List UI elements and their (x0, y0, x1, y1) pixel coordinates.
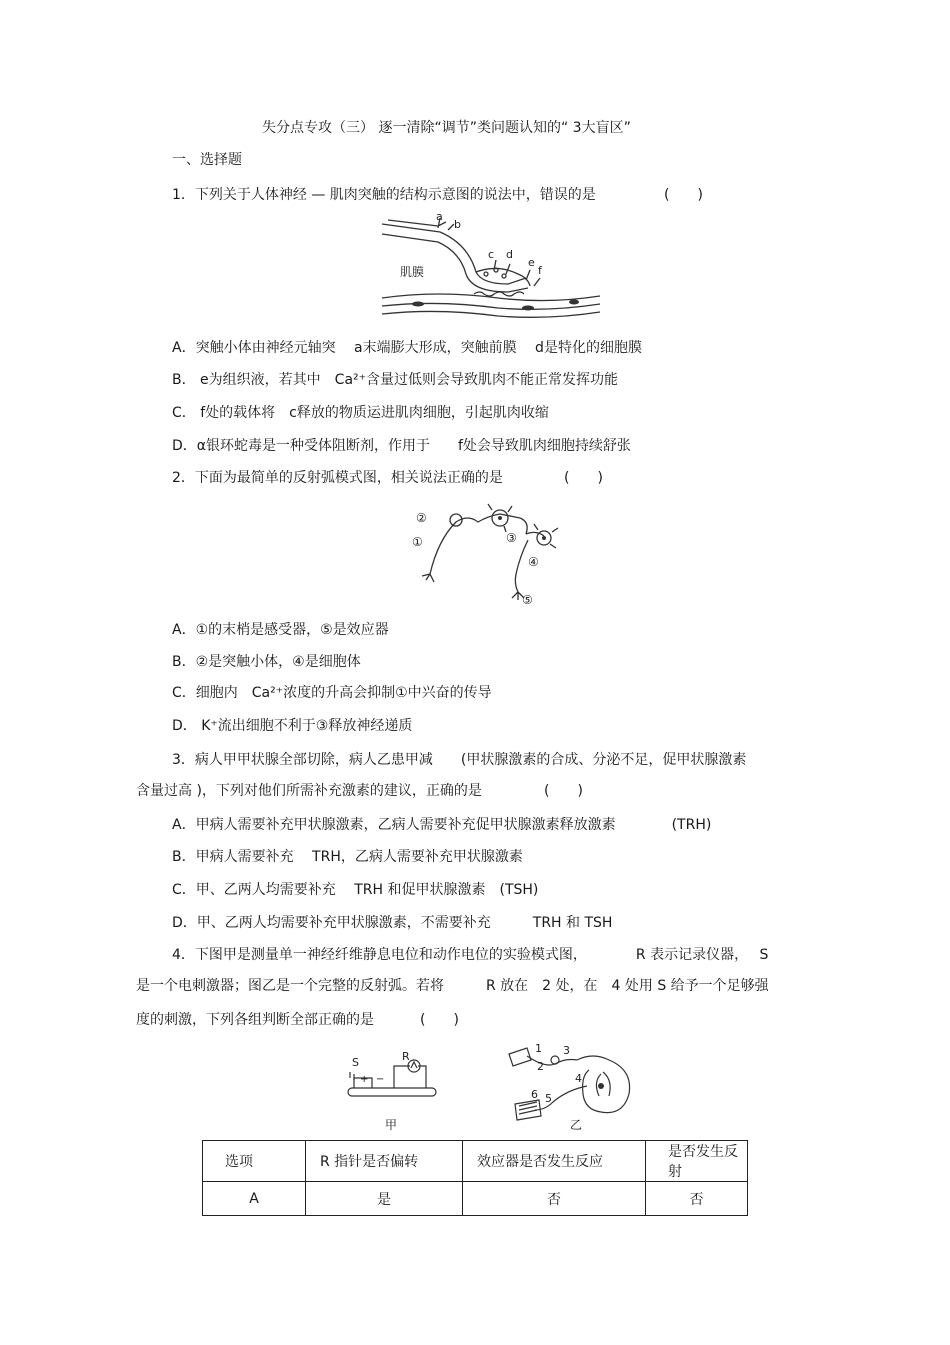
q1-option-c: C． f处的载体将 c释放的物质运进肌肉细胞，引起肌肉收缩 (172, 405, 549, 421)
q4-stem-line2: 是一个电刺激器；图乙是一个完整的反射弧。若将 R 放在 2 处，在 4 处用 S 给予一个足够强 (136, 978, 769, 994)
q2-option-c: C．细胞内 Ca²⁺浓度的升高会抑制①中兴奋的传导 (172, 685, 492, 701)
q4-jia-label-s: S (352, 1056, 359, 1069)
q2-label-4: ④ (528, 555, 539, 569)
q3-stem-line1: 3．病人甲甲状腺全部切除，病人乙患甲减 (甲状腺激素的合成、分泌不足，促甲状腺激素 (172, 752, 747, 768)
q4-caption-jia: 甲 (385, 1118, 398, 1132)
q2-option-b: B．②是突触小体，④是细胞体 (172, 654, 361, 670)
q1-label-f: f (538, 264, 542, 277)
q2-label-3: ③ (506, 531, 517, 545)
q1-label-c: c (488, 248, 495, 261)
page-title: 失分点专攻（三） 逐一清除“调节”类问题认知的“ 3大盲区” (262, 120, 631, 136)
q4-jia-label-plus: + (360, 1074, 369, 1085)
q4-figure-yi (505, 1040, 641, 1122)
table-cell: A (203, 1182, 306, 1216)
q4-stem-line3: 度的刺激，下列各组判断全部正确的是 (136, 1012, 374, 1028)
q2-answer-paren: ( ) (564, 470, 603, 486)
q2-label-5: ⑤ (522, 593, 533, 607)
q1-option-b: B． e为组织液，若其中 Ca²⁺含量过低则会导致肌肉不能正常发挥功能 (172, 372, 619, 388)
table-header-row (203, 1141, 748, 1182)
table-header-cell: 是否发生反射 (646, 1141, 748, 1182)
q2-stem: 2．下面为最简单的反射弧模式图，相关说法正确的是 (172, 470, 503, 486)
q4-yi-label-3: 3 (563, 1044, 570, 1057)
section-heading: 一、选择题 (172, 152, 242, 168)
q1-label-b: b (454, 218, 461, 231)
table-cell: 是 (306, 1182, 463, 1216)
q1-stem: 1．下列关于人体神经 — 肌肉突触的结构示意图的说法中，错误的是 (172, 187, 596, 203)
q3-answer-paren: ( ) (544, 783, 583, 799)
q2-label-2: ② (416, 511, 427, 525)
q4-yi-label-2: 2 (537, 1060, 544, 1073)
q1-label-e: e (528, 256, 535, 269)
q4-yi-label-5: 5 (545, 1092, 552, 1105)
q1-label-d: d (506, 248, 513, 261)
q3-option-c: C．甲、乙两人均需要补充 TRH 和促甲状腺激素 (TSH) (172, 882, 539, 898)
q1-label-a: a (436, 212, 443, 223)
table-cell: 否 (463, 1182, 646, 1216)
q1-synapse-figure (378, 212, 604, 324)
q1-answer-paren: ( ) (664, 187, 703, 203)
q4-answer-table (202, 1140, 748, 1216)
q1-option-d: D．α银环蛇毒是一种受体阻断剂，作用于 f处会导致肌肉细胞持续舒张 (172, 438, 631, 454)
q2-reflex-arc-figure (408, 500, 572, 610)
table-header-cell: 选项 (203, 1141, 306, 1182)
q1-label-membrane: 肌膜 (400, 265, 425, 279)
table-row (203, 1182, 748, 1216)
q4-jia-label-minus: − (376, 1074, 385, 1085)
table-cell: 否 (646, 1182, 748, 1216)
q2-option-d: D． K⁺流出细胞不利于③释放神经递质 (172, 718, 413, 734)
q3-option-a: A．甲病人需要补充甲状腺激素，乙病人需要补充促甲状腺激素释放激素 (TRH) (172, 817, 712, 833)
table-header-cell: 效应器是否发生反应 (463, 1141, 646, 1182)
q4-yi-label-6: 6 (531, 1088, 538, 1101)
q4-caption-yi: 乙 (570, 1118, 583, 1132)
q4-yi-label-4: 4 (575, 1072, 582, 1085)
q2-option-a: A．①的末梢是感受器，⑤是效应器 (172, 622, 389, 638)
q4-stem-line1: 4．下图甲是测量单一神经纤维静息电位和动作电位的实验模式图， R 表示记录仪器， S (172, 947, 769, 963)
q4-figure-jia (338, 1052, 442, 1112)
q3-stem-line2: 含量过高 )，下列对他们所需补充激素的建议，正确的是 (136, 783, 482, 799)
q1-option-a: A．突触小体由神经元轴突 a末端膨大形成，突触前膜 d是特化的细胞膜 (172, 340, 642, 356)
q3-option-b: B．甲病人需要补充 TRH，乙病人需要补充甲状腺激素 (172, 849, 523, 865)
q4-yi-label-1: 1 (535, 1042, 542, 1055)
q4-jia-label-r: R (402, 1052, 410, 1063)
q4-answer-paren: ( ) (420, 1012, 459, 1028)
table-header-cell: R 指针是否偏转 (306, 1141, 463, 1182)
q2-label-1: ① (412, 535, 423, 549)
q3-option-d: D．甲、乙两人均需要补充甲状腺激素，不需要补充 TRH 和 TSH (172, 915, 613, 931)
